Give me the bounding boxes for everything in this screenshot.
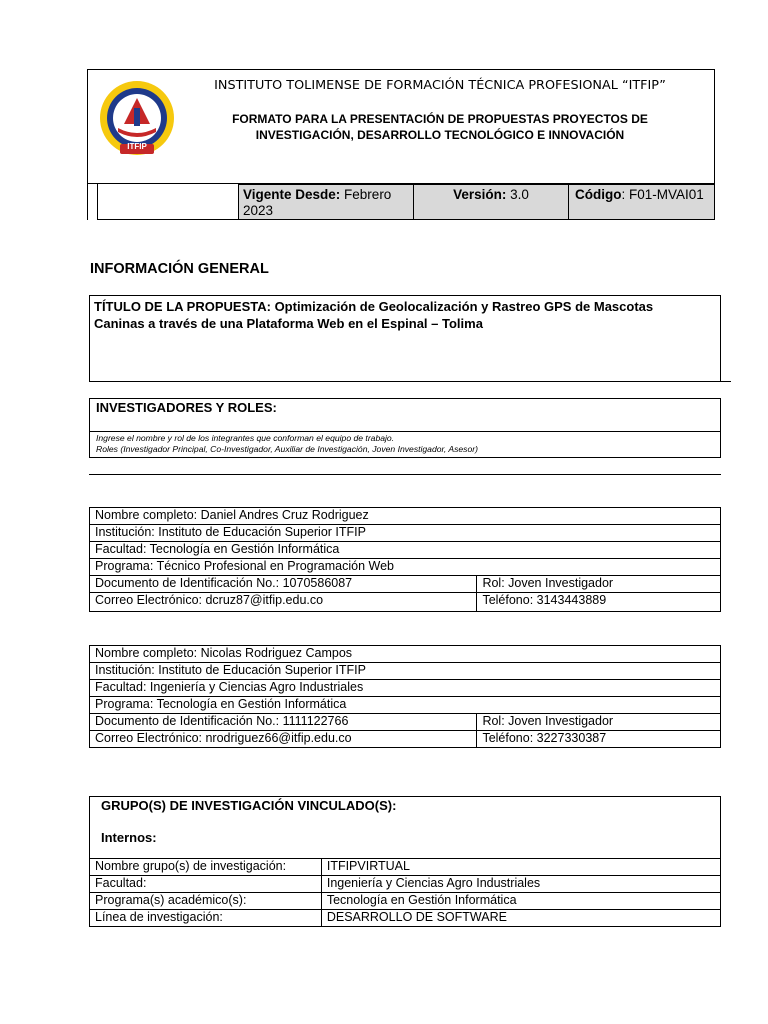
- investigator-table: [89, 507, 721, 612]
- table-row: [90, 697, 721, 714]
- format-title-line1: FORMATO PARA LA PRESENTACIÓN DE PROPUESTAS PROYECTOS DE: [232, 112, 648, 126]
- vigente-year: 2023: [243, 203, 274, 218]
- table-row: [90, 893, 721, 910]
- investigators-box: [89, 398, 721, 458]
- investigator-role: Rol: Joven Investigador: [477, 576, 721, 593]
- investigator-program: Programa: Tecnología en Gestión Informática: [90, 697, 721, 714]
- table-row: [90, 859, 721, 876]
- investigators-note-line1: Ingrese el nombre y rol de los integrantes que conforman el equipo de trabajo.: [96, 433, 395, 443]
- codigo-label: Código: [575, 187, 622, 202]
- group-value: Tecnología en Gestión Informática: [321, 893, 720, 910]
- investigators-heading: INVESTIGADORES Y ROLES:: [96, 400, 277, 415]
- groups-header-box: [89, 796, 721, 858]
- investigator-role: Rol: Joven Investigador: [477, 714, 721, 731]
- investigator-document: Documento de Identificación No.: 1070586087: [90, 576, 477, 593]
- investigator-email: Correo Electrónico: nrodriguez66@itfip.edu.co: [90, 731, 477, 748]
- groups-internos: Internos:: [101, 830, 157, 845]
- table-row: [90, 731, 721, 748]
- table-row: [90, 559, 721, 576]
- table-row: [90, 525, 721, 542]
- investigators-note-line2: Roles (Investigador Principal, Co-Investigador, Auxiliar de Investigación, Joven Investigador, Asesor): [96, 444, 478, 454]
- group-label: Facultad:: [90, 876, 322, 893]
- section-divider: [89, 474, 721, 475]
- table-row: [90, 876, 721, 893]
- group-label: Programa(s) académico(s):: [90, 893, 322, 910]
- investigator-phone: Teléfono: 3227330387: [477, 731, 721, 748]
- table-row: [90, 714, 721, 731]
- table-row: [90, 680, 721, 697]
- table-row: [90, 646, 721, 663]
- groups-table: [89, 858, 721, 927]
- table-row: [90, 663, 721, 680]
- investigator-document: Documento de Identificación No.: 1111122766: [90, 714, 477, 731]
- group-value: Ingeniería y Ciencias Agro Industriales: [321, 876, 720, 893]
- proposal-title-line1: [94, 298, 716, 315]
- institution-name: INSTITUTO TOLIMENSE DE FORMACIÓN TÉCNICA PROFESIONAL “ITFIP”: [214, 78, 666, 93]
- institution-logo: [98, 78, 176, 160]
- vigente-label: Vigente Desde:: [243, 187, 341, 202]
- table-row: [90, 508, 721, 525]
- investigator-phone: Teléfono: 3143443889: [477, 593, 721, 612]
- investigator-table: [89, 645, 721, 748]
- group-value: ITFIPVIRTUAL: [321, 859, 720, 876]
- investigator-institution: Institución: Instituto de Educación Superior ITFIP: [90, 663, 721, 680]
- proposal-title-line2: Caninas a través de una Plataforma Web en el Espinal – Tolima: [94, 316, 483, 331]
- codigo-cell: [568, 184, 715, 220]
- proposal-title-label: TÍTULO DE LA PROPUESTA:: [94, 299, 271, 314]
- investigator-name: Nombre completo: Daniel Andres Cruz Rodriguez: [90, 508, 721, 525]
- format-title: [180, 111, 700, 143]
- version-cell: [413, 184, 569, 220]
- investigators-note: [96, 433, 478, 455]
- version-label: Versión:: [453, 187, 507, 202]
- investigator-email: Correo Electrónico: dcruz87@itfip.edu.co: [90, 593, 477, 612]
- format-title-line2: INVESTIGACIÓN, DESARROLLO TECNOLÓGICO E INNOVACIÓN: [255, 128, 625, 142]
- group-label: Línea de investigación:: [90, 910, 322, 927]
- group-label: Nombre grupo(s) de investigación:: [90, 859, 322, 876]
- group-value: DESARROLLO DE SOFTWARE: [321, 910, 720, 927]
- codigo-value: : F01-MVAI01: [621, 187, 704, 202]
- logo-text-bottom: ITFIP: [127, 142, 147, 151]
- table-row: [90, 593, 721, 612]
- investigator-name: Nombre completo: Nicolas Rodriguez Campos: [90, 646, 721, 663]
- investigator-institution: Institución: Instituto de Educación Superior ITFIP: [90, 525, 721, 542]
- investigator-faculty: Facultad: Tecnología en Gestión Informática: [90, 542, 721, 559]
- proposal-title-box: [89, 295, 721, 382]
- section-title: INFORMACIÓN GENERAL: [90, 261, 269, 277]
- vigente-cell: [238, 184, 414, 220]
- version-value: 3.0: [506, 187, 529, 202]
- vigente-value: Febrero: [340, 187, 392, 202]
- groups-heading: GRUPO(S) DE INVESTIGACIÓN VINCULADO(S):: [101, 798, 397, 813]
- proposal-title-text1: Optimización de Geolocalización y Rastreo GPS de Mascotas: [270, 299, 654, 314]
- table-row: [90, 542, 721, 559]
- table-row: [90, 910, 721, 927]
- investigator-program: Programa: Técnico Profesional en Programación Web: [90, 559, 721, 576]
- investigator-faculty: Facultad: Ingeniería y Ciencias Agro Industriales: [90, 680, 721, 697]
- table-row: [90, 576, 721, 593]
